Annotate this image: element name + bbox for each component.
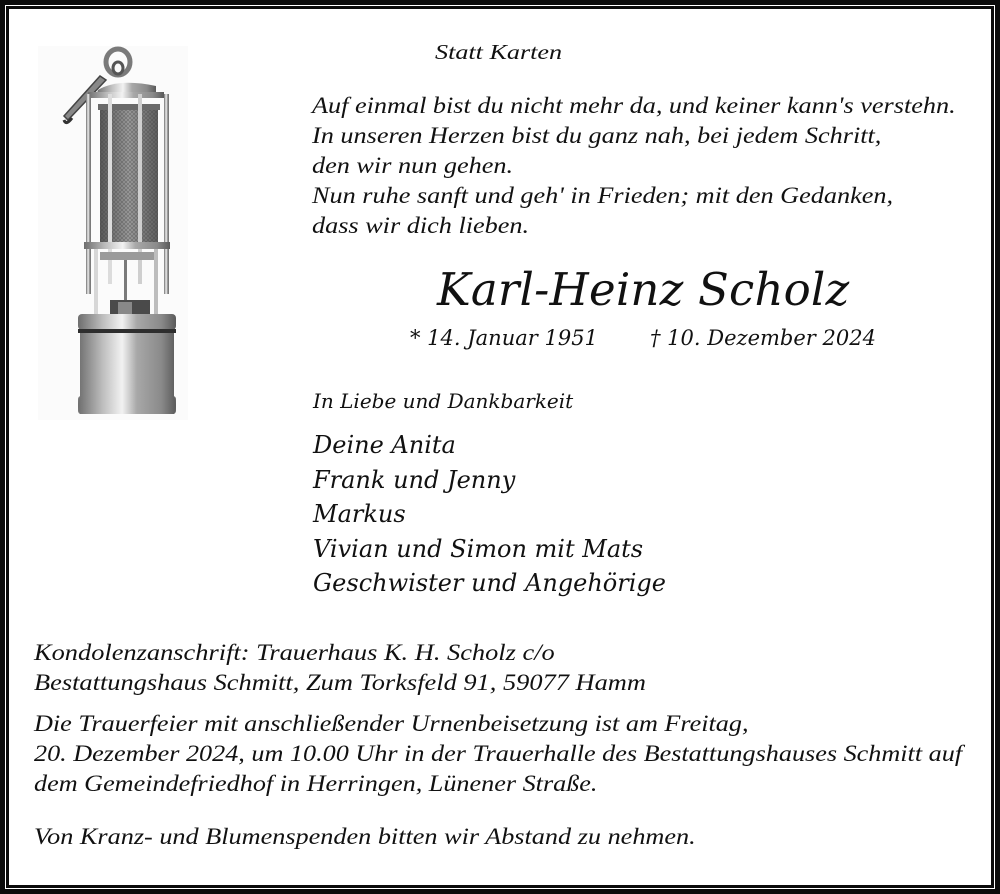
ceremony-line: dem Gemeindefriedhof in Herringen, Lünener Straße. — [34, 771, 598, 797]
poem-line: Auf einmal bist du nicht mehr da, und keiner kann's verstehn. — [312, 93, 956, 119]
mourners-intro: In Liebe und Dankbarkeit — [313, 389, 574, 413]
deceased-name: Karl-Heinz Scholz — [437, 263, 850, 316]
statt-karten-label: Statt Karten — [435, 40, 563, 64]
mourner-name: Markus — [313, 500, 406, 528]
poem — [312, 91, 956, 241]
poem-line: dass wir dich lieben. — [312, 213, 530, 239]
birth-date: * 14. Januar 1951 — [410, 326, 598, 350]
mourner-name: Geschwister und Angehörige — [313, 569, 666, 597]
mourners-list — [313, 428, 666, 601]
mourner-name: Deine Anita — [313, 431, 456, 459]
ceremony-line: 20. Dezember 2024, um 10.00 Uhr in der Trauerhalle des Bestattungshauses Schmitt auf — [34, 741, 963, 767]
address-line: Kondolenzanschrift: Trauerhaus K. H. Scholz c/o — [34, 640, 555, 666]
poem-line: den wir nun gehen. — [312, 153, 514, 179]
mourner-name: Frank und Jenny — [313, 465, 516, 494]
poem-line: Nun ruhe sanft und geh' in Frieden; mit den Gedanken, — [312, 183, 894, 209]
miners-lamp-icon — [38, 46, 188, 420]
poem-line: In unseren Herzen bist du ganz nah, bei jedem Schritt, — [312, 123, 882, 149]
ceremony-line: Die Trauerfeier mit anschließender Urnenbeisetzung ist am Freitag, — [34, 711, 749, 737]
condolence-address — [34, 638, 646, 698]
death-date: † 10. Dezember 2024 — [650, 326, 876, 350]
mourner-name: Vivian und Simon mit Mats — [313, 534, 644, 563]
ceremony-info — [34, 709, 962, 799]
donation-note: Von Kranz- und Blumenspenden bitten wir Abstand zu nehmen. — [34, 824, 696, 850]
address-line: Bestattungshaus Schmitt, Zum Torksfeld 91, 59077 Hamm — [34, 670, 646, 696]
